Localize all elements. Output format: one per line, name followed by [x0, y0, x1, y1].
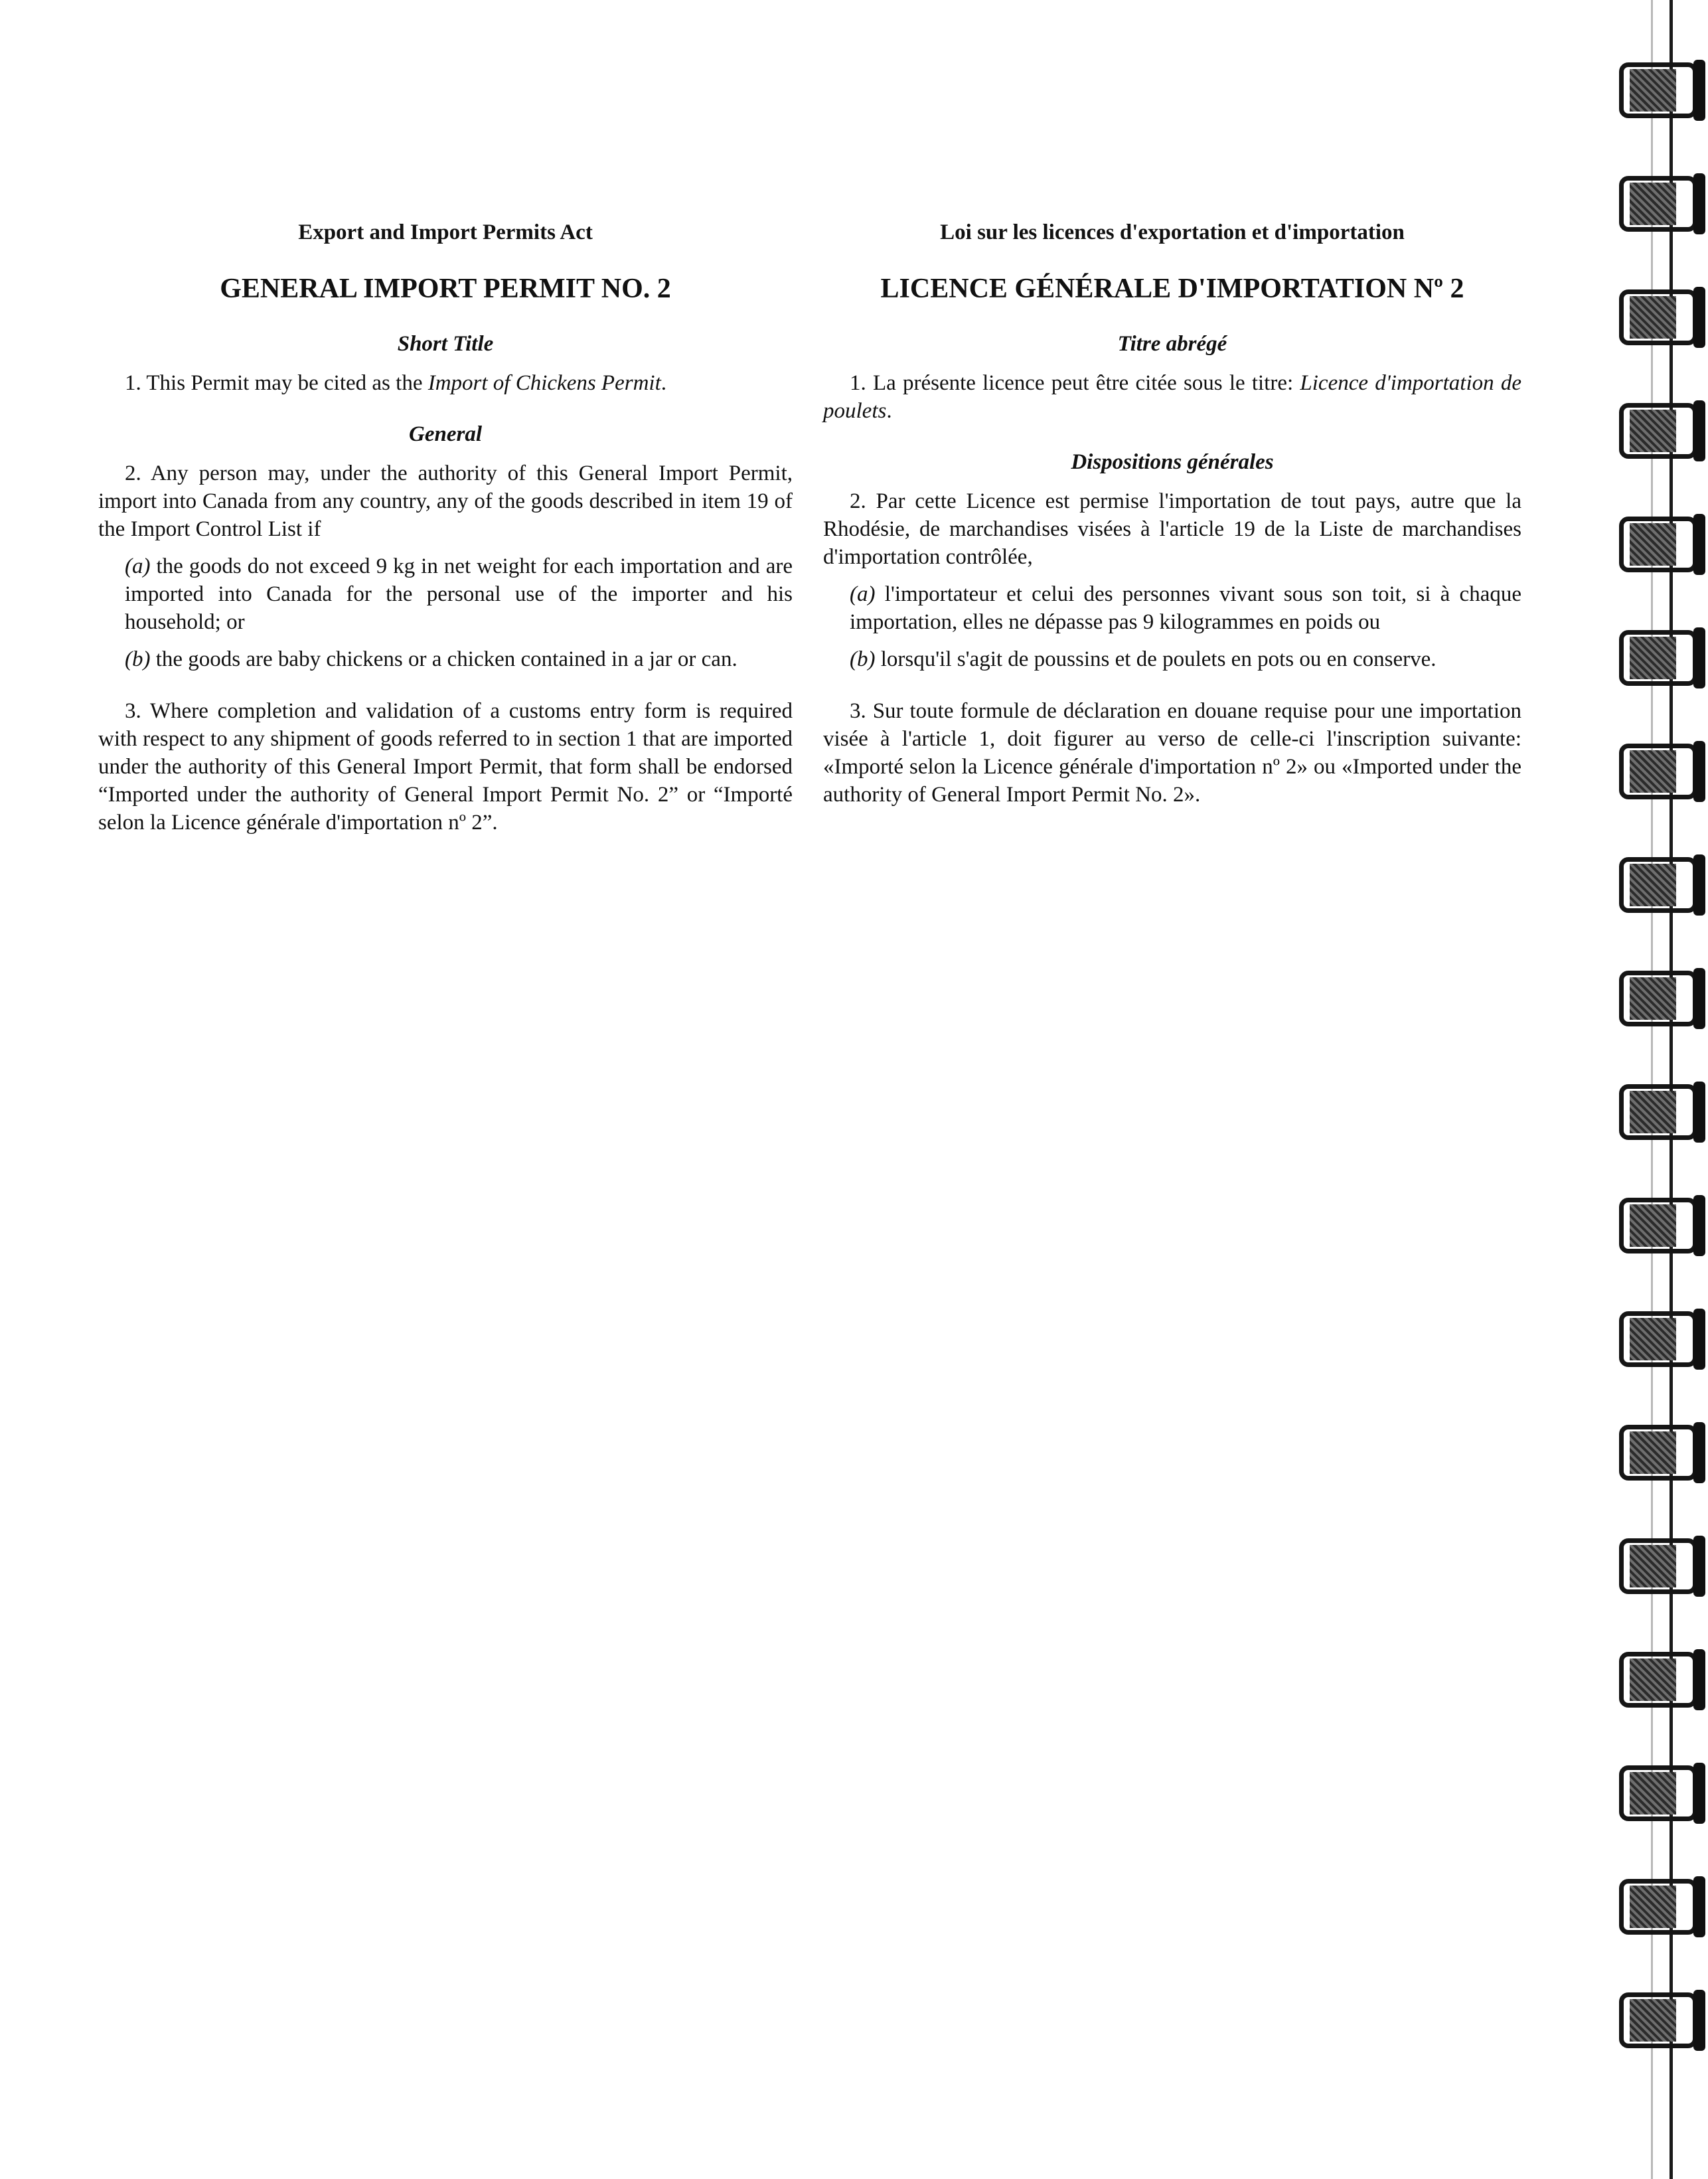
section-2b-en: [98, 645, 793, 673]
binding-coil-cap: [1693, 1536, 1705, 1597]
english-column: [98, 219, 793, 860]
binding-coil-cap: [1693, 1195, 1705, 1256]
binding-coil: [1612, 287, 1705, 348]
binding-coil-fill: [1630, 977, 1676, 1020]
section-2b-text-en: the goods are baby chickens or a chicken contained in a jar or can.: [150, 647, 738, 671]
section-2-intro-fr: 2. Par cette Licence est permise l'importation de tout pays, autre que la Rhodésie, de marchandises visées à l'article 19 de la Liste de marchandises d'importation contrôlée,: [823, 489, 1521, 569]
binding-coil-cap: [1693, 1309, 1705, 1370]
section-1-en: [98, 369, 793, 397]
binding-coil-cap: [1693, 1082, 1705, 1143]
section-1-prefix-fr: 1. La présente licence peut être citée sous le titre:: [850, 371, 1300, 395]
binding-coil: [1612, 968, 1705, 1029]
binding-coil-fill: [1630, 1204, 1676, 1247]
binding-coil-cap: [1693, 287, 1705, 348]
binding-coil-fill: [1630, 1658, 1676, 1701]
binding-coil-cap: [1693, 1422, 1705, 1483]
binding-coil-cap: [1693, 741, 1705, 802]
section-2b-label-en: (b): [125, 647, 151, 671]
binding-coil: [1612, 1422, 1705, 1483]
binding-coil-cap: [1693, 60, 1705, 121]
binding-coil: [1612, 173, 1705, 234]
binding-coil-fill: [1630, 637, 1676, 679]
binding-coil-fill: [1630, 1999, 1676, 2042]
binding-coil-fill: [1630, 1545, 1676, 1587]
section-2a-label-fr: (a): [850, 582, 876, 606]
section-1-fr: [823, 369, 1521, 425]
binding-coil-fill: [1630, 1091, 1676, 1133]
binding-coil: [1612, 1309, 1705, 1370]
section-2-intro-en: 2. Any person may, under the authority of this General Import Permit, import into Canada from any country, any of the goods described in item 19 of the Import Control List if: [98, 461, 793, 541]
binding-coil: [1612, 1536, 1705, 1597]
binding-coil: [1612, 514, 1705, 575]
binding-coil-fill: [1630, 1772, 1676, 1815]
section-1-title-fr: Licence d'importation de poulets: [823, 371, 1521, 423]
binding-coil-fill: [1630, 183, 1676, 225]
binding-coil: [1612, 627, 1705, 688]
binding-coil-fill: [1630, 69, 1676, 112]
general-heading-fr: Dispositions générales: [1071, 450, 1274, 474]
binding-coil-fill: [1630, 1431, 1676, 1474]
section-2a-fr: [823, 580, 1521, 636]
section-2a-label-en: (a): [125, 554, 151, 578]
binding-coil-cap: [1693, 627, 1705, 688]
binding-coil: [1612, 741, 1705, 802]
permit-title-fr: LICENCE GÉNÉRALE D'IMPORTATION Nº 2: [880, 274, 1464, 304]
binding-coil: [1612, 1082, 1705, 1143]
binding-coil-fill: [1630, 410, 1676, 452]
section-1-suffix-fr: .: [886, 399, 892, 423]
binding-coil: [1612, 1763, 1705, 1824]
binding-coil: [1612, 1195, 1705, 1256]
section-2a-text-fr: l'importateur et celui des personnes vivant sous son toit, si à chaque importation, elles ne dépasse pas 9 kilogrammes en poids ou: [850, 582, 1521, 634]
permit-title-en: GENERAL IMPORT PERMIT NO. 2: [220, 274, 671, 304]
short-title-heading-en: Short Title: [397, 332, 494, 356]
binding-coil-fill: [1630, 1318, 1676, 1360]
binding-coil: [1612, 854, 1705, 916]
section-1-suffix-en: .: [660, 371, 666, 395]
section-1-title-en: Import of Chickens Permit: [427, 371, 661, 395]
binding-coil-cap: [1693, 514, 1705, 575]
spiral-binding: [1608, 0, 1708, 2179]
french-column: [823, 219, 1521, 833]
section-1-prefix-en: 1. This Permit may be cited as the: [125, 371, 428, 395]
section-2a-en: [98, 552, 793, 636]
binding-coil-cap: [1693, 1649, 1705, 1710]
binding-coil-cap: [1693, 173, 1705, 234]
binding-coil-fill: [1630, 1886, 1676, 1928]
binding-coil-fill: [1630, 864, 1676, 906]
section-3-fr: 3. Sur toute formule de déclaration en douane requise pour une importation visée à l'article 1, doit figurer au verso de celle-ci l'inscription suivante: «Importé selon la Licence générale d'importation nº 2» ou «Imported under the authority of General Import Permit No. 2».: [823, 699, 1521, 807]
section-3-en: 3. Where completion and validation of a customs entry form is required with respect to any shipment of goods referred to in section 1 that are imported under the authority of this General Import Permit, that form shall be endorsed “Imported under the authority of General Import Permit No. 2” or “Importé selon la Licence générale d'importation nº 2”.: [98, 699, 793, 835]
binding-coil: [1612, 60, 1705, 121]
section-2b-label-fr: (b): [850, 647, 876, 671]
short-title-heading-fr: Titre abrégé: [1117, 332, 1227, 356]
binding-coil: [1612, 400, 1705, 461]
section-2a-text-en: the goods do not exceed 9 kg in net weight for each importation and are imported into Canada for the personal use of the importer and his household; or: [125, 554, 793, 634]
binding-coil-fill: [1630, 296, 1676, 339]
binding-coil-cap: [1693, 1763, 1705, 1824]
binding-coil-fill: [1630, 750, 1676, 793]
binding-coil-cap: [1693, 1876, 1705, 1937]
section-2b-text-fr: lorsqu'il s'agit de poussins et de poulets en pots ou en conserve.: [875, 647, 1436, 671]
binding-coil-cap: [1693, 968, 1705, 1029]
binding-coil-fill: [1630, 523, 1676, 566]
binding-coil-cap: [1693, 1990, 1705, 2051]
binding-coil: [1612, 1649, 1705, 1710]
binding-coil: [1612, 1990, 1705, 2051]
binding-coil-cap: [1693, 854, 1705, 916]
section-2b-fr: [823, 645, 1521, 673]
binding-coil: [1612, 1876, 1705, 1937]
binding-coil-cap: [1693, 400, 1705, 461]
act-title-fr: Loi sur les licences d'exportation et d'importation: [940, 220, 1405, 244]
general-heading-en: General: [409, 422, 482, 446]
act-title-en: Export and Import Permits Act: [298, 220, 593, 244]
